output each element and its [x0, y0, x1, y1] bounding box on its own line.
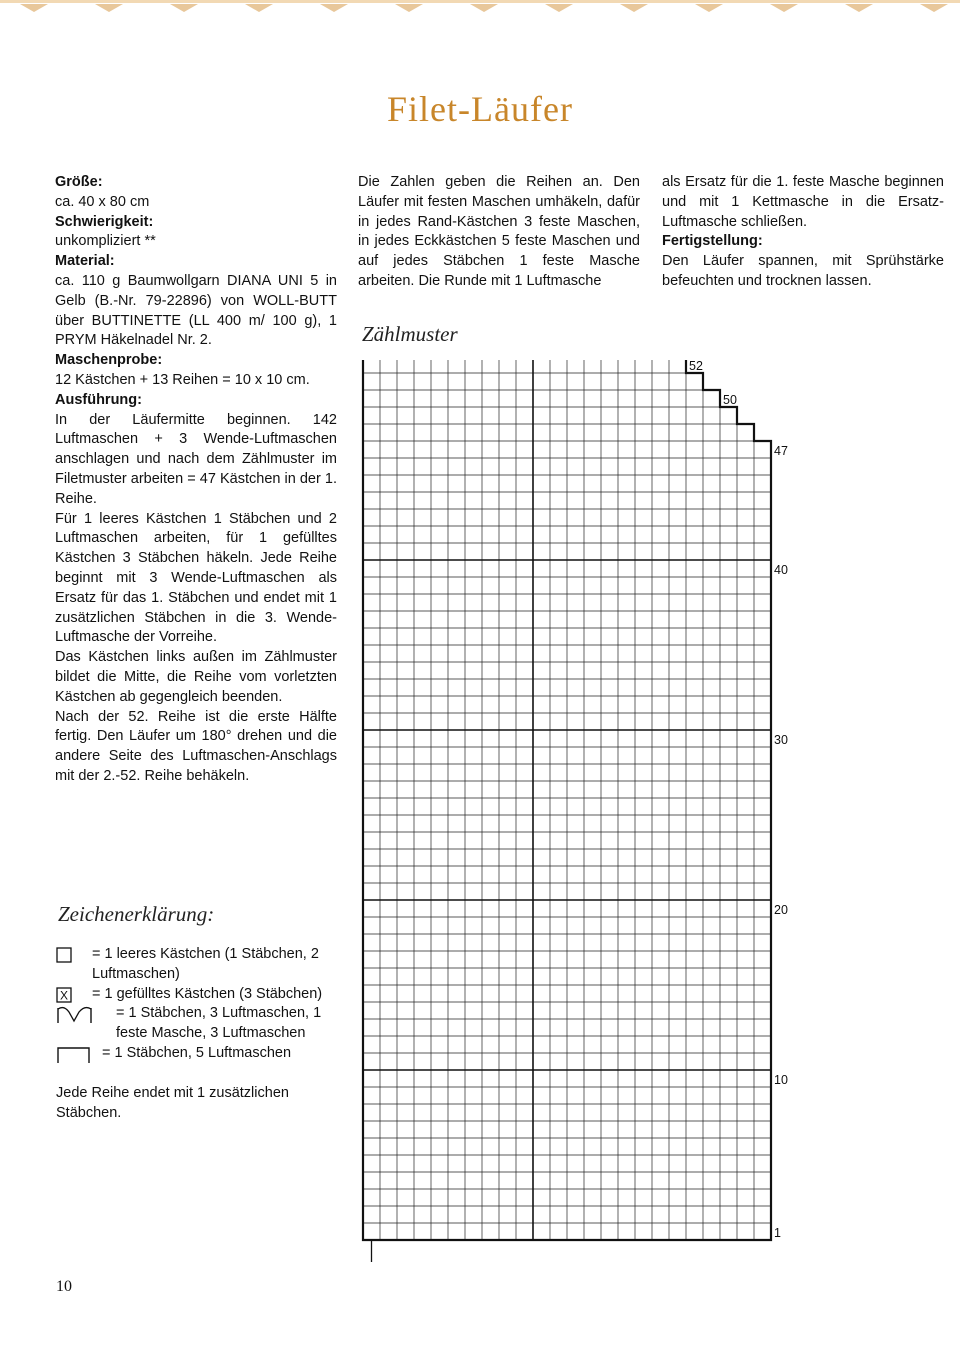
- legend-text-bar: = 1 Stäbchen, 5 Luftmaschen: [102, 1044, 292, 1061]
- legend-heading: Zeichenerklärung:: [58, 902, 215, 926]
- row-label-52: 52: [689, 360, 703, 373]
- legend-text-empty: = 1 leeres Kästchen (1 Stäbchen, 2 Luftmaschen): [92, 946, 319, 982]
- filled-square-icon: [56, 987, 72, 1003]
- row-end-note: Jede Reihe endet mit 1 zusätzlichen Stäbchen.: [56, 1085, 289, 1121]
- page-number: 10: [56, 1278, 72, 1295]
- filled-square-mark: X: [59, 988, 69, 1003]
- instructions-paragraph-3: Das Kästchen links außen im Zählmuster bildet die Mitte, die Reihe vom vorletzten Kästchen ab gegengleich beenden.: [55, 649, 337, 705]
- finishing-label: Fertigstellung:: [662, 233, 763, 250]
- symbol-legend: [56, 945, 346, 1064]
- instructions-paragraph-4: Nach der 52. Reihe ist die erste Hälfte fertig. Den Läufer um 180° drehen und die andere Seite des Luftmaschen-Anschlags mit der 2.-52. Reihe behäkeln.: [55, 708, 337, 784]
- legend-row-filled: [56, 985, 346, 1005]
- material-text: ca. 110 g Baumwollgarn DIANA UNI 5 in Gelb (B.-Nr. 79-22896) von WOLL-BUTT über BUTTINETTE (LL 400 m/ 100 g), 1 PRYM Häkelnadel Nr. 2.: [55, 272, 337, 349]
- row-label-1: 1: [774, 1226, 781, 1240]
- row-label-20: 20: [774, 903, 788, 917]
- row-label-30: 30: [774, 733, 788, 747]
- legend-text-picot: = 1 Stäbchen, 3 Luftmaschen, 1 feste Masche, 3 Luftmaschen: [116, 1005, 322, 1042]
- bar-bracket-icon: [56, 1046, 92, 1064]
- gauge-value: 12 Kästchen + 13 Reihen = 10 x 10 cm.: [55, 371, 310, 388]
- chart-grid-lines: [363, 360, 771, 1240]
- finishing-text: Den Läufer spannen, mit Sprühstärke befeuchten und trocknen lassen.: [662, 253, 944, 289]
- decorative-top-border: [0, 0, 960, 16]
- instructions-column-3: [662, 173, 944, 292]
- instructions-paragraph-1: In der Läufermitte beginnen. 142 Luftmaschen + 3 Wende-Luftmaschen anschlagen und nach dem Zählmuster im Filetmuster arbeiten = 47 Kästchen in der 1. Reihe.: [55, 411, 337, 507]
- difficulty-label: Schwierigkeit:: [55, 213, 154, 230]
- legend-row-bar: [56, 1044, 346, 1064]
- crochet-chart: [355, 360, 795, 1272]
- instructions-column-1: [55, 173, 337, 787]
- gauge-label: Maschenprobe:: [55, 352, 163, 369]
- legend-text-filled: = 1 gefülltes Kästchen (3 Stäbchen): [92, 985, 323, 1002]
- legend-row-picot: [56, 1004, 346, 1044]
- chart-heading: Zählmuster: [362, 322, 458, 346]
- row-label-10: 10: [774, 1073, 788, 1087]
- instructions-label: Ausführung:: [55, 391, 142, 408]
- empty-square-icon: [56, 947, 72, 963]
- material-label: Material:: [55, 253, 115, 270]
- difficulty-value: unkompliziert **: [55, 233, 156, 250]
- edging-text: Die Zahlen geben die Reihen an. Den Läufer mit festen Maschen umhäkeln, dafür in jedes Rand-Kästchen 3 feste Maschen, in jedes Eckkästchen 5 feste Maschen und auf jedes Stäbchen 1 feste Masche arbeiten. Die Runde mit 1 Luftmasche: [358, 174, 640, 289]
- size-label: Größe:: [55, 174, 103, 190]
- instructions-column-2: [358, 173, 640, 292]
- page-title: Filet-Läufer: [387, 89, 573, 129]
- edging-text-continued: als Ersatz für die 1. feste Masche beginnen und mit 1 Kettmasche in die Ersatz-Luftmasche schließen.: [662, 174, 944, 230]
- size-value: ca. 40 x 80 cm: [55, 193, 150, 210]
- row-label-50: 50: [723, 393, 737, 407]
- legend-row-empty: [56, 945, 346, 985]
- row-label-47: 47: [774, 444, 788, 458]
- instructions-paragraph-2: Für 1 leeres Kästchen 1 Stäbchen und 2 Luftmaschen arbeiten, für 1 gefülltes Kästchen 3 Stäbchen häkeln. Jede Reihe beginnt mit 3 Wende-Luftmaschen als Ersatz für das 1. Stäbchen und endet mit 1 zusätzlichen Stäbchen in die 3. Wende-Luftmasche der Vorreihe.: [55, 510, 337, 646]
- row-label-40: 40: [774, 563, 788, 577]
- picot-arc-icon: [56, 1006, 94, 1024]
